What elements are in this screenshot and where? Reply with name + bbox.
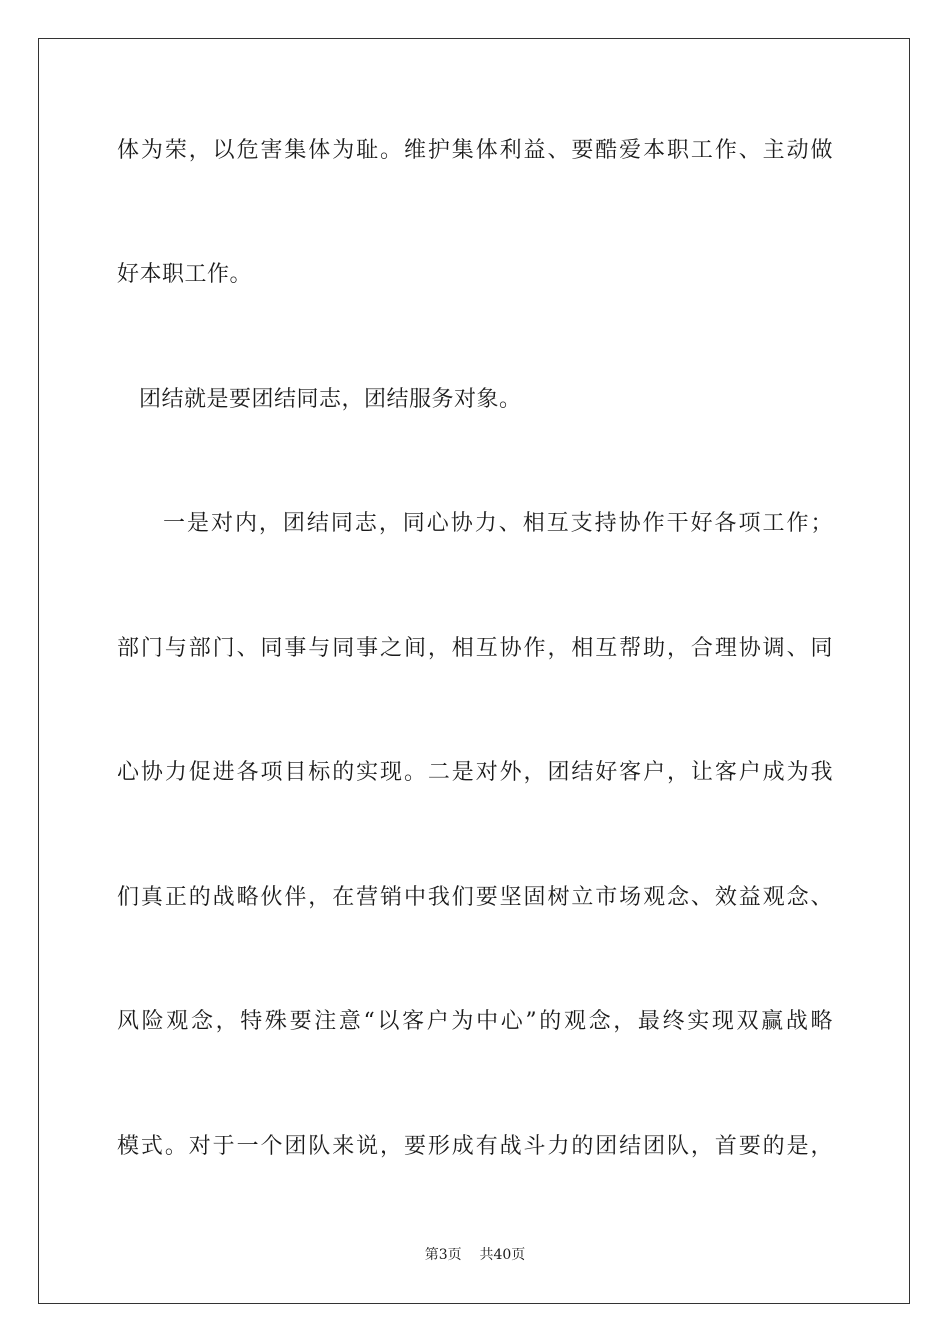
body-line-3: 团结就是要团结同志，团结服务对象。: [139, 387, 522, 412]
body-line-1: 体为荣，以危害集体为耻。维护集体利益、要酷爱本职工作、主动做: [117, 138, 833, 163]
body-line-5: 部门与部门、同事与同事之间，相互协作，相互帮助，合理协调、同: [117, 636, 833, 661]
body-line-9: 模式。对于一个团队来说，要形成有战斗力的团结团队，首要的是，: [117, 1134, 833, 1159]
page-footer: [0, 1245, 950, 1265]
body-line-4: 一是对内，团结同志，同心协力、相互支持协作干好各项工作；: [163, 511, 833, 536]
page-border: [38, 38, 910, 1304]
body-line-6: 心协力促进各项目标的实现。二是对外，团结好客户，让客户成为我: [117, 760, 833, 785]
body-line-8: 风险观念，特殊要注意“以客户为中心”的观念，最终实现双赢战略: [117, 1009, 833, 1034]
body-line-7: 们真正的战略伙伴，在营销中我们要坚固树立市场观念、效益观念、: [117, 885, 833, 910]
total-pages: 共40页: [479, 1247, 526, 1263]
body-line-2: 好本职工作。: [117, 262, 253, 287]
page-number: 第3页: [424, 1247, 462, 1263]
